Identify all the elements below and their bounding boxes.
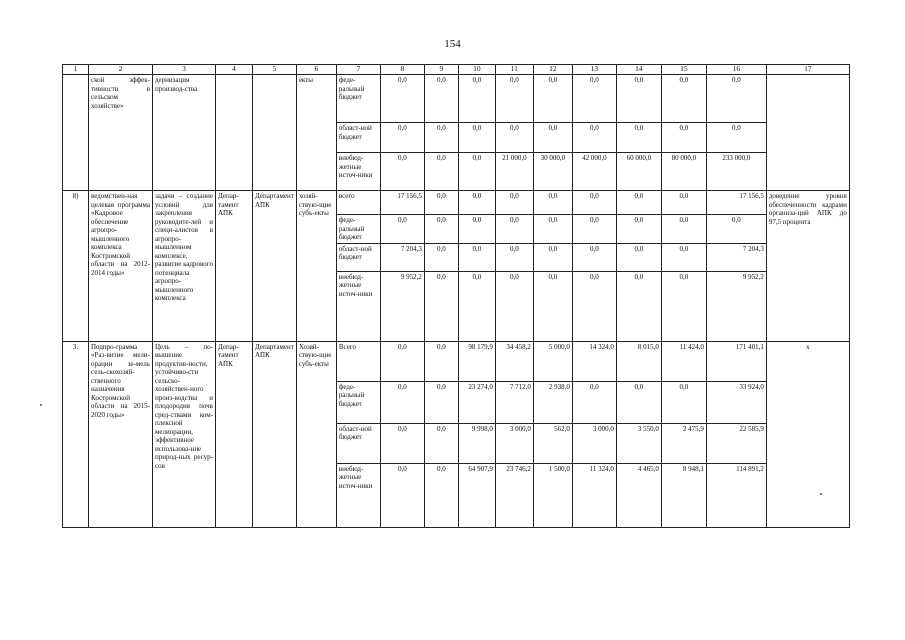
responsible-executor [216,75,253,191]
value-cell: 562,0 [533,423,572,463]
header-cell: 10 [458,65,495,75]
value-cell: 0,0 [616,243,661,271]
value-cell: 0,0 [424,215,458,244]
value-cell: 22 585,9 [706,423,766,463]
header-cell: 5 [253,65,297,75]
value-cell: 0,0 [661,381,706,423]
value-cell: 0,0 [424,191,458,215]
value-cell: 0,0 [424,463,458,527]
value-cell: 23 746,2 [495,463,533,527]
value-cell: 7 204,3 [380,243,424,271]
value-cell: 0,0 [706,123,766,153]
event-name: ведомствен-ная целевая программа «Кадровое обеспечение агропро-мышленного комплекса Костромской области на 2012-2014 годы» [89,191,153,342]
expected-result [766,75,849,191]
value-cell: 0,0 [572,243,616,271]
expected-result: х [766,341,849,527]
header-cell: 2 [89,65,153,75]
event-goal: дернизация производ-ства [153,75,216,191]
header-cell: 11 [495,65,533,75]
participants: Хозяй-ствую-щие субъ-екты [296,341,336,527]
value-cell: 2 475,9 [661,423,706,463]
responsible-executor: Депар-тамент АПК [216,341,253,527]
value-cell: 0,0 [661,123,706,153]
value-cell: 233 000,0 [706,153,766,191]
value-cell: 17 156,5 [706,191,766,215]
value-cell: 11 424,0 [661,341,706,381]
value-cell: 7 712,0 [495,381,533,423]
value-cell: 3 550,0 [616,423,661,463]
value-cell: 0,0 [424,381,458,423]
funding-source: внебюд-жетные источ-ники [336,463,380,527]
value-cell: 0,0 [616,191,661,215]
value-cell: 0,0 [661,271,706,341]
value-cell: 0,0 [533,123,572,153]
header-cell: 6 [296,65,336,75]
value-cell: 0,0 [533,75,572,123]
participants: екты [296,75,336,191]
co-executor [253,75,297,191]
value-cell: 0,0 [458,215,495,244]
value-cell: 1 500,0 [533,463,572,527]
value-cell: 0,0 [661,243,706,271]
value-cell: 0,0 [380,123,424,153]
value-cell: 0,0 [533,215,572,244]
value-cell: 0,0 [458,75,495,123]
event-name: Подпро-грамма «Раз-витие мели-орации зе-мель сель-скохозяй-ственного назначения Костромской области на 2015-2020 годы» [89,341,153,527]
value-cell: 0,0 [380,75,424,123]
row-number: 3. [63,341,89,527]
value-cell: 9 998,0 [458,423,495,463]
funding-source: област-ной бюджет [336,243,380,271]
value-cell: 0,0 [616,381,661,423]
header-cell: 4 [216,65,253,75]
value-cell: 0,0 [380,153,424,191]
funding-source: внебюд-жетные источ-ники [336,271,380,341]
value-cell: 33 924,0 [706,381,766,423]
table-row [63,341,850,381]
value-cell: 0,0 [424,341,458,381]
value-cell: 0,0 [616,271,661,341]
value-cell: 0,0 [533,271,572,341]
event-goal: задачи – создание условий для закрепления руководите-лей и специ-алистов в агропро-мышленном комплексе, развитие кадрового потенциала агропро-мышленного комплекса [153,191,216,342]
page-number: 154 [444,38,461,50]
value-cell: 0,0 [616,215,661,244]
header-cell: 9 [424,65,458,75]
value-cell: 4 465,0 [616,463,661,527]
value-cell: 0,0 [458,153,495,191]
value-cell: 0,0 [495,215,533,244]
header-cell: 16 [706,65,766,75]
event-name: ской эффек-тивности в сельском хозяйстве» [89,75,153,191]
value-cell: 0,0 [424,271,458,341]
funding-source: феде-ральный бюджет [336,215,380,244]
value-cell: 34 458,2 [495,341,533,381]
value-cell: 42 000,0 [572,153,616,191]
value-cell: 0,0 [380,463,424,527]
value-cell: 17 156,5 [380,191,424,215]
expected-result: доведение уровня обеспеченности кадрами организа-ций АПК до 97,5 процента [766,191,849,342]
value-cell: 11 324,0 [572,463,616,527]
value-cell: 0,0 [458,123,495,153]
funding-source: внебюд-жетные источ-ники [336,153,380,191]
header-cell: 15 [661,65,706,75]
value-cell: 0,0 [616,75,661,123]
value-cell: 21 000,0 [495,153,533,191]
value-cell: 0,0 [458,271,495,341]
header-cell: 17 [766,65,849,75]
value-cell: 0,0 [661,215,706,244]
value-cell: 3 000,0 [572,423,616,463]
funding-source: всего [336,191,380,215]
value-cell: 0,0 [706,215,766,244]
value-cell: 0,0 [380,423,424,463]
funding-source: феде-ральный бюджет [336,75,380,123]
funding-source: област-ной бюджет [336,423,380,463]
funding-source: област-ной бюджет [336,123,380,153]
value-cell: 2 938,0 [533,381,572,423]
header-cell: 8 [380,65,424,75]
value-cell: 98 179,9 [458,341,495,381]
row-number [63,75,89,191]
value-cell: 0,0 [424,123,458,153]
value-cell: 3 000,0 [495,423,533,463]
value-cell: 8 015,0 [616,341,661,381]
header-cell: 12 [533,65,572,75]
value-cell: 0,0 [495,75,533,123]
event-goal: Цель – по-вышение продуктив-ности, устойчиво-сти сельско-хозяйствен-ного произ-водства и плодородия почв сред-ствами ком-плексной мелиорации, эффективное использова-ние природ-ных ресур-сов [153,341,216,527]
value-cell: 0,0 [424,153,458,191]
value-cell: 30 000,0 [533,153,572,191]
table-row [63,191,850,215]
budget-table [62,64,850,528]
funding-source: Всего [336,341,380,381]
value-cell: 0,0 [380,341,424,381]
value-cell: 0,0 [661,191,706,215]
header-cell: 1 [63,65,89,75]
value-cell: 0,0 [458,243,495,271]
header-cell: 7 [336,65,380,75]
value-cell: 0,0 [495,271,533,341]
value-cell: 0,0 [572,215,616,244]
scan-speck [820,493,822,495]
value-cell: 0,0 [706,75,766,123]
value-cell: 0,0 [572,271,616,341]
value-cell: 0,0 [572,123,616,153]
value-cell: 0,0 [424,423,458,463]
header-row [63,65,850,75]
value-cell: 5 000,0 [533,341,572,381]
value-cell: 7 204,3 [706,243,766,271]
value-cell: 0,0 [458,191,495,215]
participants: хозяй-ствую-щие субъ-екты [296,191,336,342]
value-cell: 0,0 [495,243,533,271]
value-cell: 80 000,0 [661,153,706,191]
value-cell: 171 401,1 [706,341,766,381]
value-cell: 60 000,0 [616,153,661,191]
value-cell: 0,0 [533,243,572,271]
value-cell: 0,0 [616,123,661,153]
header-cell: 14 [616,65,661,75]
value-cell: 14 324,0 [572,341,616,381]
table-row [63,75,850,123]
value-cell: 0,0 [572,191,616,215]
value-cell: 0,0 [533,191,572,215]
value-cell: 0,0 [661,75,706,123]
value-cell: 0,0 [572,381,616,423]
value-cell: 0,0 [495,123,533,153]
value-cell: 114 891,2 [706,463,766,527]
value-cell: 0,0 [424,75,458,123]
scan-speck [40,404,42,406]
value-cell: 0,0 [495,191,533,215]
header-cell: 3 [153,65,216,75]
responsible-executor: Депар-тамент АПК [216,191,253,342]
header-cell: 13 [572,65,616,75]
co-executor: Департамент АПК [253,341,297,527]
value-cell: 8 948,1 [661,463,706,527]
value-cell: 9 952,2 [380,271,424,341]
row-number: 8) [63,191,89,342]
co-executor: Департамент АПК [253,191,297,342]
value-cell: 0,0 [380,215,424,244]
value-cell: 0,0 [424,243,458,271]
value-cell: 9 952,2 [706,271,766,341]
value-cell: 23 274,0 [458,381,495,423]
value-cell: 0,0 [572,75,616,123]
funding-source: феде-ральный бюджет [336,381,380,423]
value-cell: 0,0 [380,381,424,423]
value-cell: 64 907,9 [458,463,495,527]
